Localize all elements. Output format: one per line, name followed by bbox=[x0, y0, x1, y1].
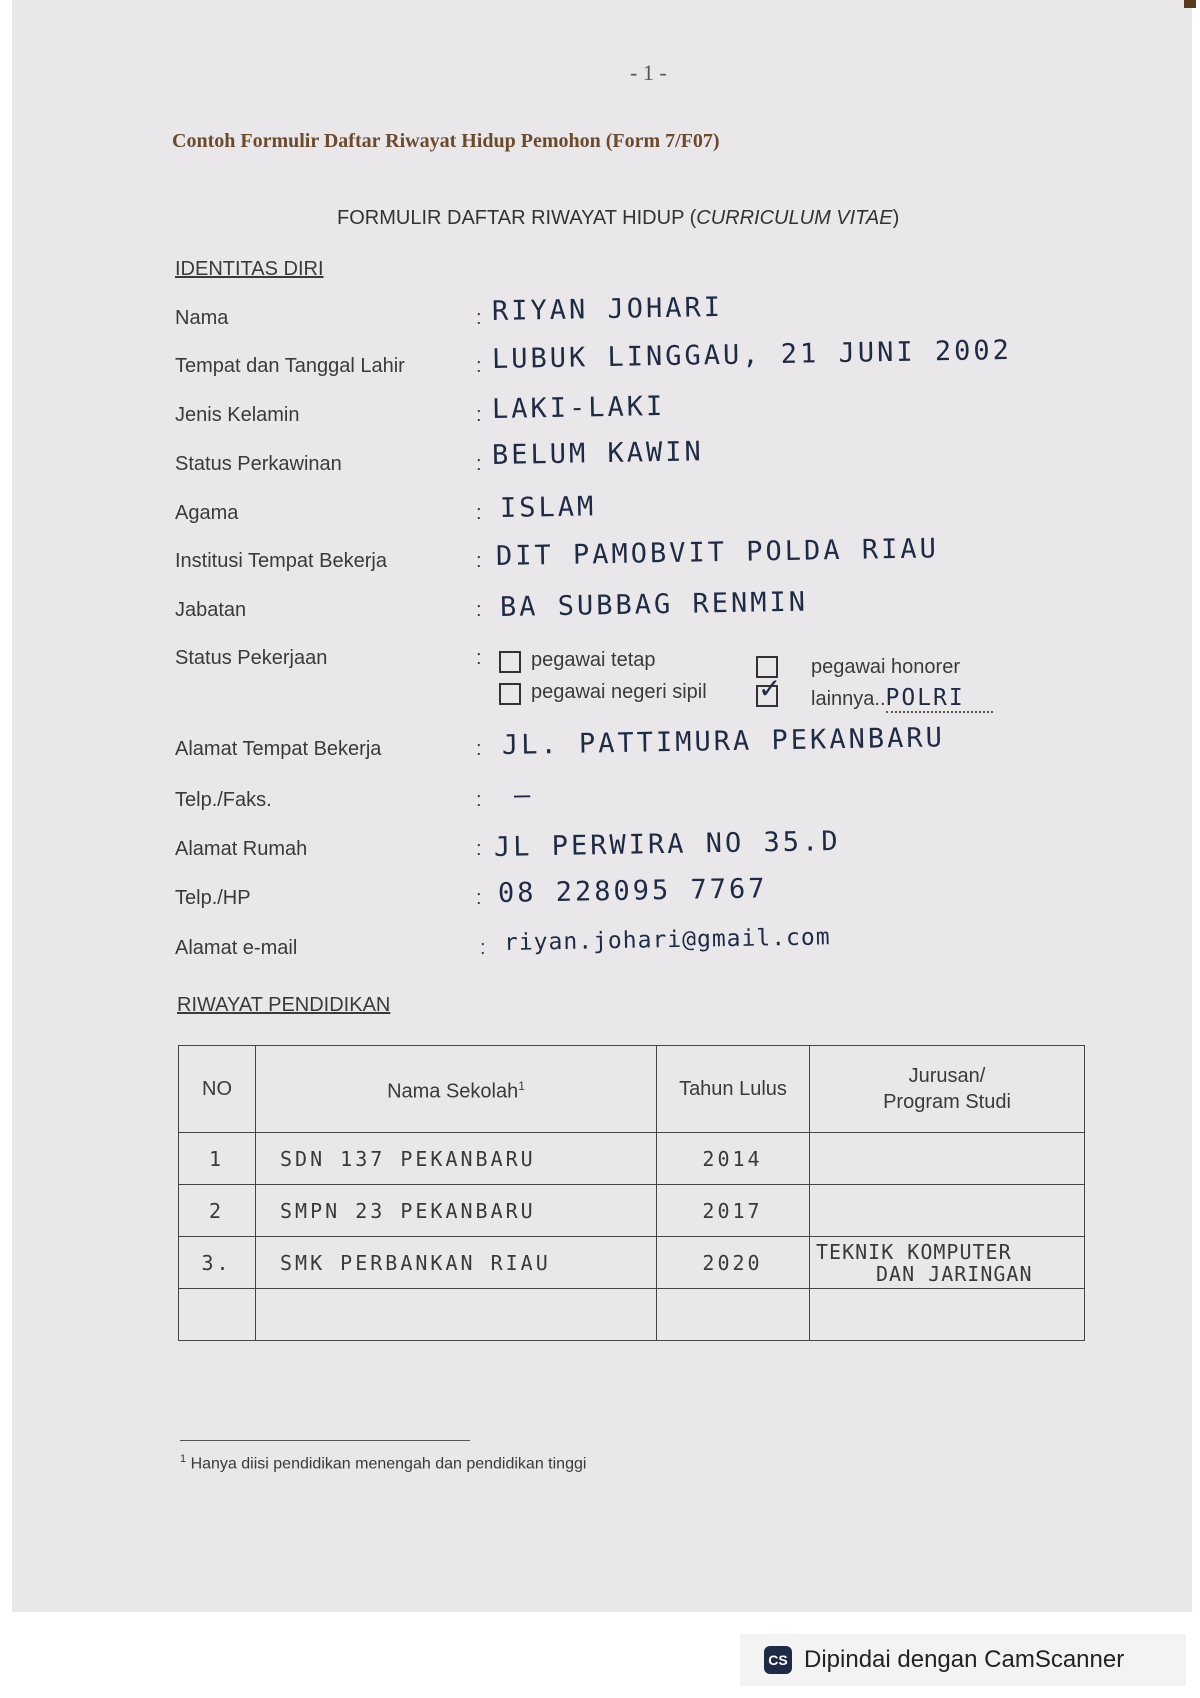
colon: : bbox=[476, 647, 482, 669]
value-jenis-kelamin: LAKI-LAKI bbox=[491, 390, 666, 425]
header-school-label: Nama Sekolah bbox=[387, 1080, 519, 1103]
value-tempat-tanggal-lahir: LUBUK LINGGAU, 21 JUNI 2002 bbox=[491, 334, 1013, 375]
education-table bbox=[178, 1045, 1085, 1341]
table-row bbox=[179, 1133, 1085, 1185]
form-title-italic: CURRICULUM VITAE bbox=[696, 207, 893, 229]
colon: : bbox=[476, 550, 482, 572]
header-major bbox=[810, 1046, 1085, 1133]
colon: : bbox=[476, 887, 482, 909]
option-pegawai-negeri-sipil-label: pegawai negeri sipil bbox=[531, 681, 707, 703]
header-school bbox=[256, 1046, 657, 1133]
label-institusi: Institusi Tempat Bekerja bbox=[175, 550, 387, 572]
cell-year: 2014 bbox=[657, 1133, 810, 1185]
cell-school: SDN 137 PEKANBARU bbox=[256, 1133, 657, 1185]
cell-school bbox=[256, 1289, 657, 1341]
cell-school: SMK PERBANKAN RIAU bbox=[256, 1237, 657, 1289]
section-education-title: RIWAYAT PENDIDIKAN bbox=[177, 994, 391, 1016]
footnote bbox=[180, 1453, 586, 1473]
cell-no bbox=[179, 1289, 256, 1341]
header-major-line2: Program Studi bbox=[883, 1091, 1011, 1113]
option-lainnya-label: lainnya bbox=[811, 688, 875, 710]
camscanner-text: Dipindai dengan CamScanner bbox=[804, 1646, 1125, 1673]
form-title-main: FORMULIR DAFTAR RIWAYAT HIDUP ( bbox=[337, 207, 697, 229]
label-telp-hp: Telp./HP bbox=[175, 887, 251, 909]
form-title-end: ) bbox=[892, 207, 900, 229]
label-nama: Nama bbox=[175, 307, 229, 329]
option-lainnya-dots: .. bbox=[874, 688, 886, 710]
page-number: - 1 - bbox=[630, 60, 667, 85]
footnote-rule bbox=[180, 1440, 470, 1441]
cell-no: 3. bbox=[179, 1237, 256, 1289]
value-alamat-email: riyan.johari@gmail.com bbox=[503, 924, 831, 956]
colon: : bbox=[476, 738, 482, 760]
header-year: Tahun Lulus bbox=[657, 1046, 810, 1133]
checkmark-icon: ✓ bbox=[758, 673, 782, 704]
value-telp-faks: — bbox=[513, 779, 534, 811]
label-jenis-kelamin: Jenis Kelamin bbox=[175, 404, 300, 426]
label-alamat-rumah: Alamat Rumah bbox=[175, 838, 308, 860]
colon: : bbox=[476, 355, 482, 377]
colon: : bbox=[476, 789, 482, 811]
checkbox-pegawai-negeri-sipil[interactable] bbox=[499, 683, 521, 705]
cell-major bbox=[810, 1289, 1085, 1341]
cell-no: 2 bbox=[179, 1185, 256, 1237]
cell-no: 1 bbox=[179, 1133, 256, 1185]
label-alamat-tempat-bekerja: Alamat Tempat Bekerja bbox=[175, 738, 382, 760]
value-agama: ISLAM bbox=[499, 491, 597, 524]
option-lainnya-value: POLRI bbox=[886, 685, 993, 713]
value-alamat-rumah: JL PERWIRA NO 35.D bbox=[493, 825, 841, 863]
table-row bbox=[179, 1289, 1085, 1341]
camscanner-watermark bbox=[740, 1634, 1186, 1686]
label-agama: Agama bbox=[175, 502, 239, 524]
label-tempat-tanggal-lahir: Tempat dan Tanggal Lahir bbox=[175, 355, 405, 377]
cell-school: SMPN 23 PEKANBARU bbox=[256, 1185, 657, 1237]
colon: : bbox=[476, 307, 482, 329]
colon: : bbox=[476, 404, 482, 426]
colon: : bbox=[476, 502, 482, 524]
colon: : bbox=[476, 599, 482, 621]
footnote-marker: 1 bbox=[180, 1453, 187, 1465]
header-major-line1: Jurusan/ bbox=[908, 1065, 986, 1087]
checkbox-pegawai-tetap[interactable] bbox=[499, 651, 521, 673]
label-status-perkawinan: Status Perkawinan bbox=[175, 453, 342, 475]
form-title bbox=[337, 207, 899, 230]
label-jabatan: Jabatan bbox=[175, 599, 247, 621]
value-status-perkawinan: BELUM KAWIN bbox=[491, 436, 705, 471]
cell-year: 2017 bbox=[657, 1185, 810, 1237]
cell-major-line2: DAN JARINGAN bbox=[876, 1261, 1033, 1286]
value-nama: RIYAN JOHARI bbox=[491, 291, 724, 327]
edge-mark bbox=[1184, 0, 1196, 8]
value-institusi: DIT PAMOBVIT POLDA RIAU bbox=[495, 533, 940, 572]
table-header-row bbox=[179, 1046, 1085, 1133]
option-lainnya bbox=[811, 685, 993, 711]
cell-year: 2020 bbox=[657, 1237, 810, 1289]
footnote-text: Hanya diisi pendidikan menengah dan pendidikan tinggi bbox=[190, 1455, 587, 1473]
value-telp-hp: 08 228095 7767 bbox=[497, 873, 768, 909]
label-telp-faks: Telp./Faks. bbox=[175, 789, 272, 811]
cell-major bbox=[810, 1237, 1085, 1289]
label-status-pekerjaan: Status Pekerjaan bbox=[175, 647, 328, 669]
camscanner-icon: CS bbox=[764, 1646, 792, 1674]
option-pegawai-tetap-label: pegawai tetap bbox=[531, 649, 656, 671]
colon: : bbox=[480, 937, 486, 959]
form-caption: Contoh Formulir Daftar Riwayat Hidup Pemohon (Form 7/F07) bbox=[172, 130, 720, 152]
section-identity-title: IDENTITAS DIRI bbox=[175, 258, 324, 280]
table-row bbox=[179, 1237, 1085, 1289]
cell-major-line1: TEKNIK KOMPUTER bbox=[816, 1239, 1012, 1264]
colon: : bbox=[476, 838, 482, 860]
option-pegawai-honorer-label: pegawai honorer bbox=[811, 656, 960, 678]
header-school-footnote-marker: 1 bbox=[518, 1079, 525, 1094]
header-no: NO bbox=[179, 1046, 256, 1133]
colon: : bbox=[476, 453, 482, 475]
cell-major bbox=[810, 1185, 1085, 1237]
value-alamat-tempat-bekerja: JL. PATTIMURA PEKANBARU bbox=[501, 722, 946, 761]
cell-major bbox=[810, 1133, 1085, 1185]
label-alamat-email: Alamat e-mail bbox=[175, 937, 298, 959]
cell-year bbox=[657, 1289, 810, 1341]
value-jabatan: BA SUBBAG RENMIN bbox=[499, 586, 809, 623]
table-row bbox=[179, 1185, 1085, 1237]
